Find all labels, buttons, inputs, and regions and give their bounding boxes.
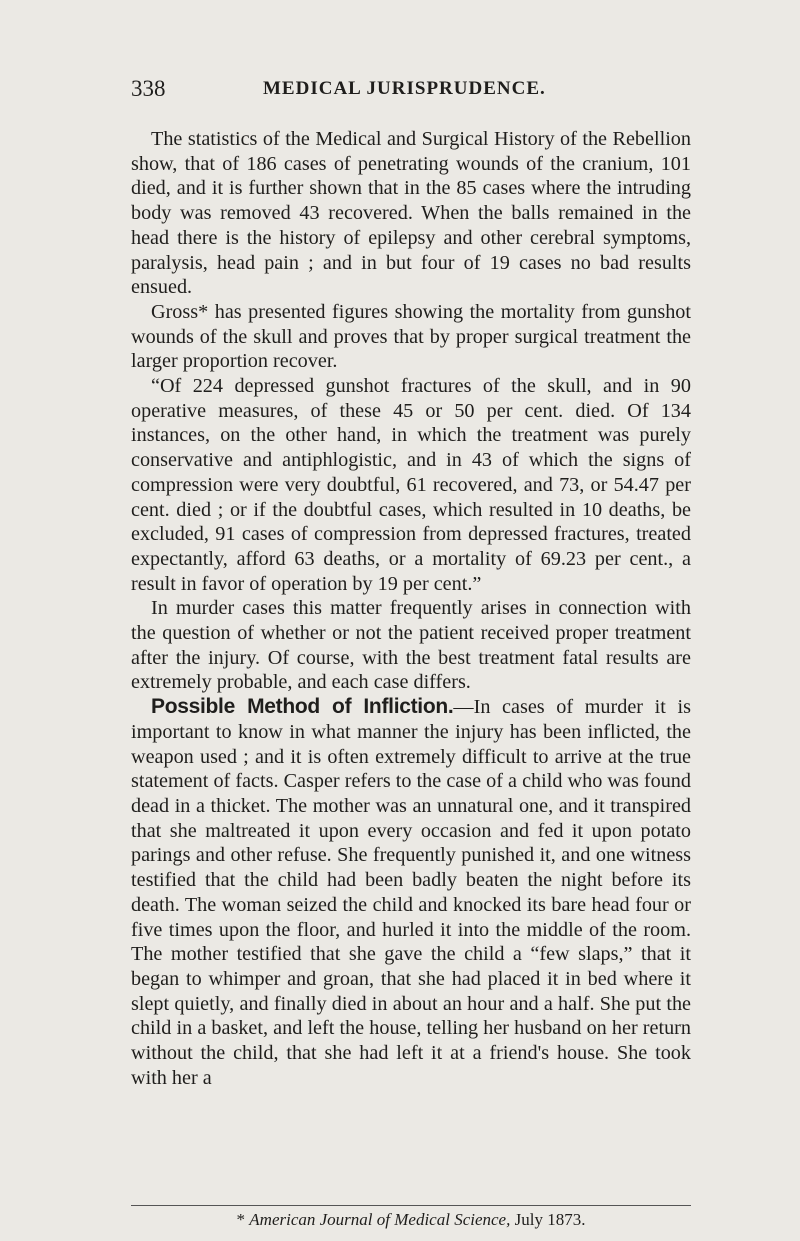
running-title: MEDICAL JURISPRUDENCE. [263,78,546,99]
paragraph-statistics: The statistics of the Medical and Surgical History of the Rebellion show, that of 186 cases of penetrating wounds of the cranium, 101 died, and it is further shown that in the 85 cases where the intruding body was removed 43 recovered. When the balls remained in the head there is the history of epilepsy and other cerebral symptoms, paralysis, head pain ; and in but four of 19 cases no bad results ensued. [131,128,691,299]
paragraph-gross: Gross* has presented figures showing the mortality from gunshot wounds of the skull and proves that by proper surgical treatment the larger proportion recover. [131,300,691,373]
paragraph-murder-cases: In murder cases this matter frequently arises in connection with the question of whether or not the patient received proper treatment after the injury. Of course, with the best treatment fatal results are extremely probable, and each case differs. [131,597,691,694]
body-text [131,127,691,1090]
paragraph-infliction [131,695,691,1090]
page-number: 338 [131,76,166,101]
footnote-date: July 1873. [514,1210,586,1229]
paragraph-quotation: “Of 224 depressed gunshot fractures of the skull, and in 90 operative measures, of these 45 or 50 per cent. died. Of 134 instances, on the other hand, in which the treatment was purely conservative and antiphlogistic, and in 43 of which the signs of compression were very doubtful, 61 recovered, and 73, or 54.47 per cent. died ; or if the doubtful cases, which resulted in 10 deaths, be excluded, 91 cases of compression from depressed fractures, treated expectantly, afford 63 deaths, or a mortality of 69.23 per cent., a result in favor of operation by 19 per cent.” [131,375,691,595]
footnote-marker: * [236,1210,246,1229]
footnote [131,1210,691,1230]
footnote-rule [131,1205,691,1206]
paragraph-infliction-text: —In cases of murder it is important to know in what manner the injury has been inflicted, the weapon used ; and it is often extremely difficult to arrive at the true statement of facts. Casper refers to the case of a child who was found dead in a thicket. The mother was an unnatural one, and it transpired that she maltreated it upon every occasion and fed it upon potato parings and other refuse. She frequently punished it, and one witness testified that the child had been badly beaten the night before its death. The woman seized the child and knocked its bare head four or five times upon the floor, and hurled it into the middle of the room. The mother testified that she gave the child a “few slaps,” that it began to whimper and groan, that she had placed it in bed where it slept quietly, and finally died in about an hour and a half. She put the child in a basket, and left the house, telling her husband on her return without the child, that she had left it at a friend's house. She took with her a [131,696,691,1089]
section-heading: Possible Method of Infliction. [151,695,454,719]
running-head [131,76,691,106]
footnote-source: American Journal of Medical Science, [249,1210,511,1229]
